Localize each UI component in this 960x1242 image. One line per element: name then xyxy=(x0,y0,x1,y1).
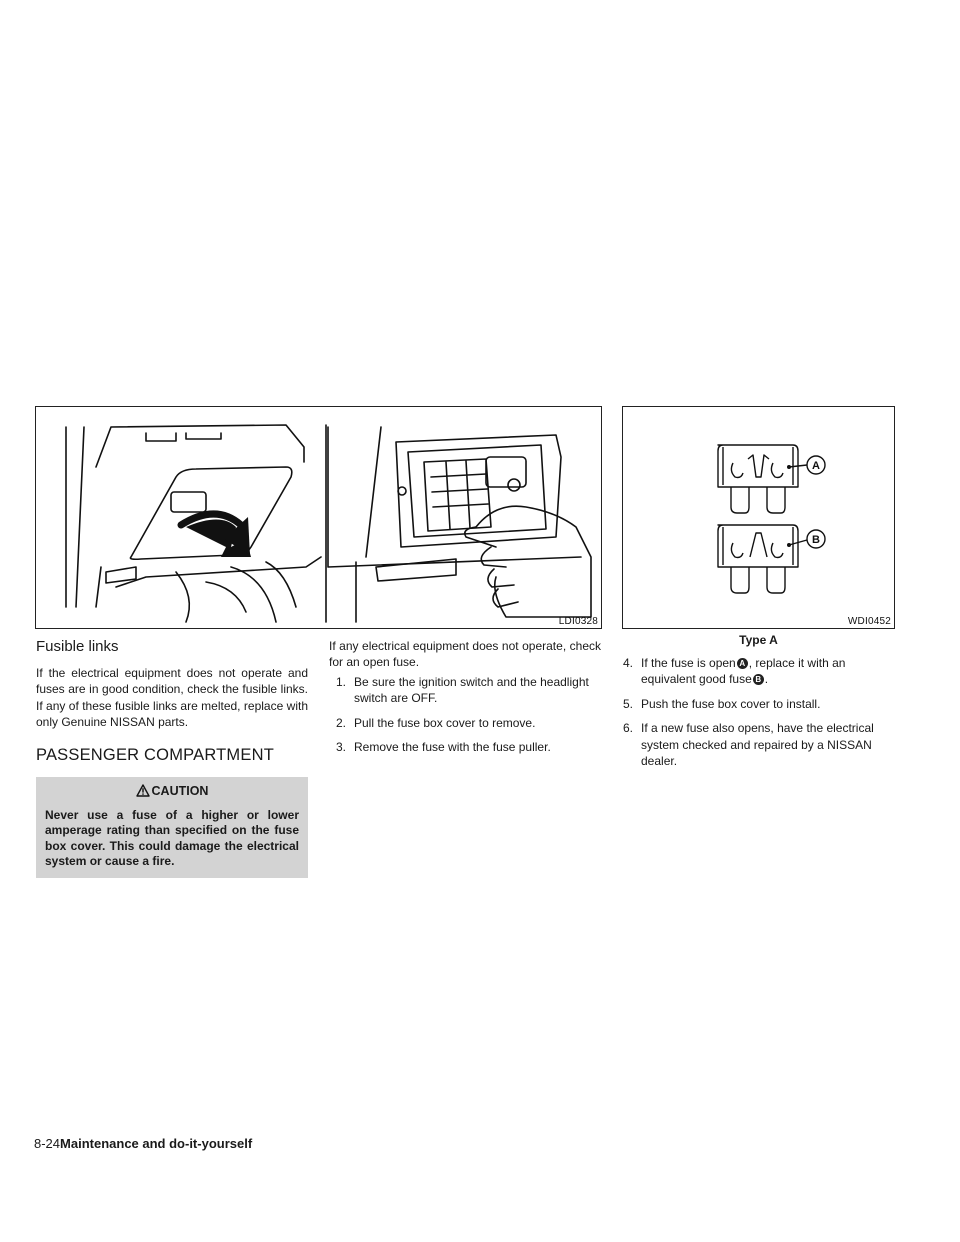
ref-badge-a: A xyxy=(737,658,748,669)
passenger-compartment-heading: PASSENGER COMPARTMENT xyxy=(36,745,274,764)
steps-list-1 xyxy=(329,674,601,756)
caution-header xyxy=(45,783,299,799)
list-item: 4. If the fuse is open A , replace it with an equivalent good fuse B . xyxy=(623,656,846,687)
fuse-type-a-illustration xyxy=(622,406,895,629)
fusible-links-heading: Fusible links xyxy=(36,638,119,655)
column-1 xyxy=(36,638,308,878)
column-2 xyxy=(329,638,601,763)
open-fuse-intro: If any electrical equipment does not operate, check for an open fuse. xyxy=(329,639,601,670)
list-item: 1. Be sure the ignition switch and the headlight switch are OFF. xyxy=(336,674,589,706)
figure-caption: Type A xyxy=(739,633,778,647)
caution-box xyxy=(36,777,308,878)
figure-code: LDI0328 xyxy=(558,616,598,627)
list-item: 5. Push the fuse box cover to install. xyxy=(623,696,821,711)
list-item: 6. If a new fuse also opens, have the electrical system checked and repaired by a NISSAN dealer. xyxy=(623,721,874,769)
list-item: 2. Pull the fuse box cover to remove. xyxy=(336,715,536,730)
column-3 xyxy=(623,652,895,777)
caution-text: Never use a fuse of a higher or lower amperage rating than specified on the fuse box cover. This could damage the electrical system or cause a fire. xyxy=(45,807,299,869)
fuse-drawing xyxy=(623,407,894,628)
fusible-links-body: If the electrical equipment does not operate and fuses are in good condition, check the fusible links. If any of these fusible links are melted, replace with only Genuine NISSAN parts. xyxy=(36,666,308,730)
chapter-title: Maintenance and do-it-yourself xyxy=(60,1136,253,1151)
page-footer xyxy=(34,1136,252,1151)
ref-badge-b: B xyxy=(753,674,764,685)
glove-box-fuse-illustration xyxy=(35,406,602,629)
list-item: 3. Remove the fuse with the fuse puller. xyxy=(336,740,551,755)
caution-title: CAUTION xyxy=(151,783,209,798)
steps-list-2 xyxy=(623,655,895,769)
page-number: 8-24 xyxy=(34,1136,61,1151)
fuse-box-cover-drawing xyxy=(36,407,601,628)
fuse-label-a: A xyxy=(812,460,820,472)
warning-triangle-icon xyxy=(136,784,150,797)
fuse-label-b: B xyxy=(812,534,820,546)
figure-code: WDI0452 xyxy=(847,616,891,627)
